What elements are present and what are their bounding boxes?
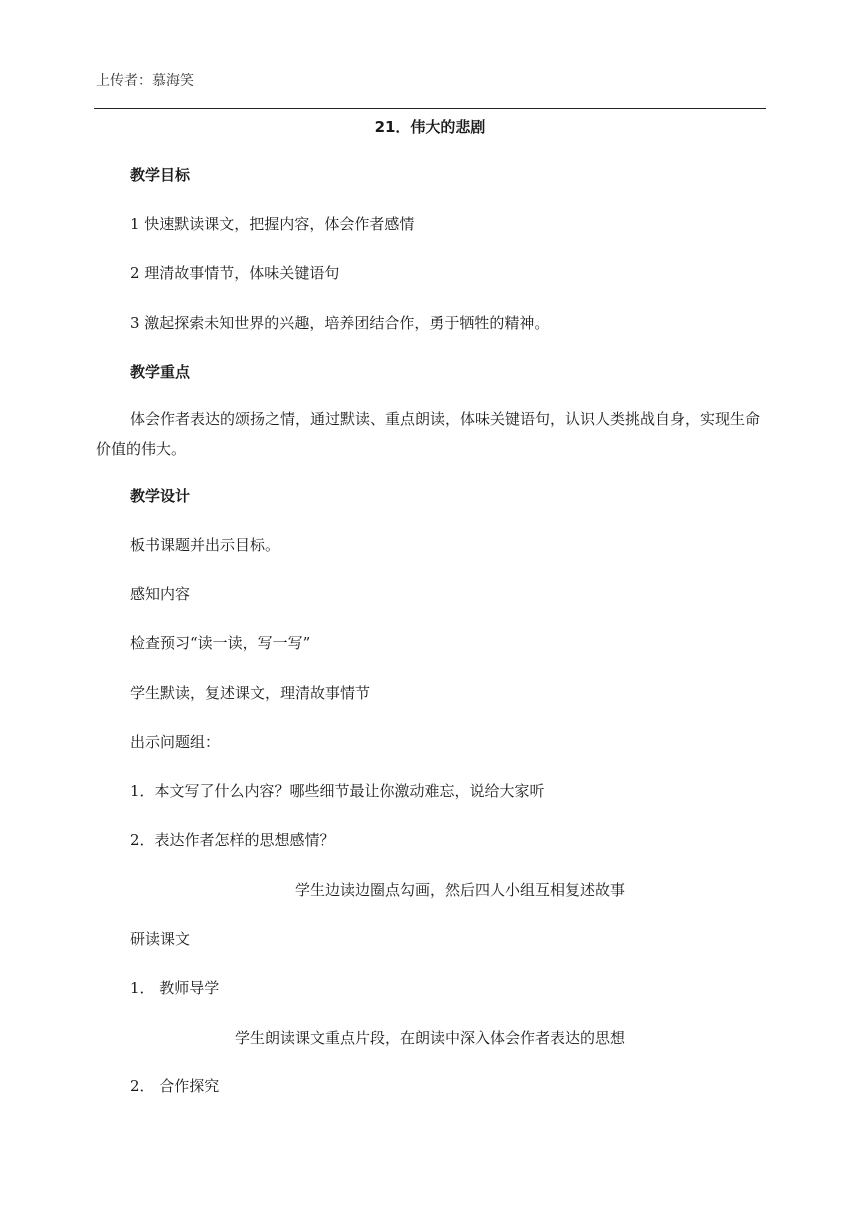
question-2: 2．表达作者怎样的思想感情？	[130, 831, 335, 849]
heading-teaching-key: 教学重点	[130, 363, 191, 381]
key-paragraph: 体会作者表达的颂扬之情，通过默读、重点朗读，体味关键语句，认识人类挑战自身，实现生命价值的伟大。	[96, 410, 761, 458]
guide-note: 学生朗读课文重点片段，在朗读中深入体会作者表达的思想	[234, 1029, 625, 1047]
design-guide: 1． 教师导学	[130, 979, 220, 997]
heading-teaching-design: 教学设计	[130, 487, 191, 505]
heading-teaching-goals: 教学目标	[130, 166, 191, 184]
goal-item-3: 3 激起探索未知世界的兴趣，培养团结合作，勇于牺牲的精神。	[130, 314, 550, 332]
question-1: 1．本文写了什么内容？哪些细节最让你激动难忘，说给大家听	[130, 782, 545, 800]
design-questions-intro: 出示问题组：	[130, 733, 221, 751]
circle-note: 学生边读边圈点勾画，然后四人小组互相复述故事	[294, 881, 625, 899]
document-title: 21．伟大的悲剧	[374, 118, 486, 136]
design-board: 板书课题并出示目标。	[130, 536, 281, 554]
design-preview: 检查预习“读一读，写一写”	[130, 634, 311, 652]
header-divider	[94, 108, 766, 109]
design-cooperate: 2． 合作探究	[130, 1077, 220, 1095]
design-perceive: 感知内容	[130, 585, 191, 603]
goal-item-1: 1 快速默读课文，把握内容，体会作者感情	[130, 215, 415, 233]
goal-item-2: 2 理清故事情节，体味关键语句	[130, 264, 340, 282]
uploader-label: 上传者：慕海笑	[96, 73, 194, 89]
design-study: 研读课文	[130, 930, 191, 948]
design-silent-reading: 学生默读，复述课文，理清故事情节	[130, 684, 371, 702]
